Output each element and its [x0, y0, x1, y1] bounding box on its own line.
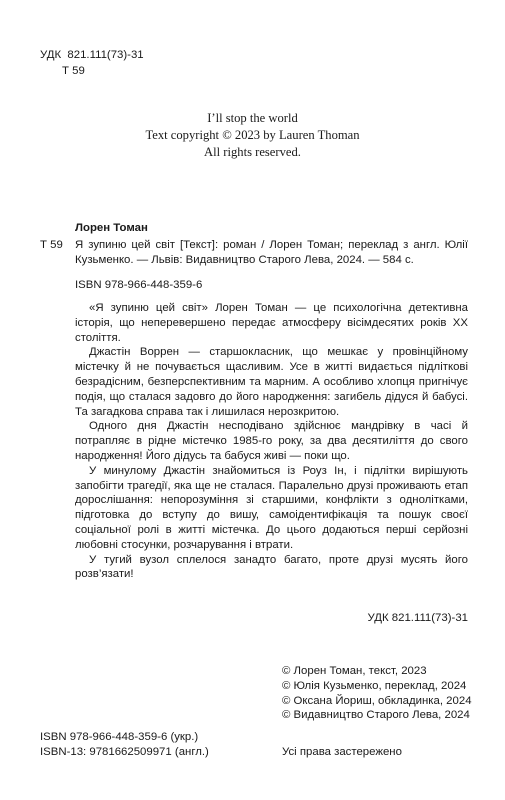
original-title: I’ll stop the world [207, 111, 298, 125]
copyright-line: © Видавництво Старого Лева, 2024 [282, 709, 470, 722]
annotation-paragraph: Одного дня Джастін несподівано здійснює мандрівку в часі й потрапляє в рідне містечко 1985-го року, за два десятиліття до свого народження! Його дідусь та бабуся живі — поки що. [75, 420, 468, 462]
annotation [75, 301, 468, 582]
isbn-line: ISBN-13: 9781662509971 (англ.) [40, 745, 209, 758]
udk-footer: УДК 821.111(73)-31 [367, 612, 468, 624]
udk-label: УДК [40, 49, 62, 61]
annotation-paragraph: У минулому Джастін знайомиться із Роуз Ін, і підлітки вирішують запобігти трагедії, яка ще не сталася. Паралельно друзі проживають етап дорослішання: непорозуміння зі старшими, конфлікти з однолітками, підготовка до вступу до вишу, самоідентифікація та пошук своєї соціальної ролі в житті містечка. До цього додаються перші серйозні любовні стосунки, розчарування і втрати. [75, 464, 468, 551]
udk-code: 821.111(73)-31 [67, 49, 144, 61]
isbn-line: ISBN 978-966-448-359-6 (укр.) [40, 731, 199, 743]
original-rights-reserved: All rights reserved. [204, 145, 301, 159]
copyright-line: © Оксана Йориш, обкладинка, 2024 [282, 694, 472, 707]
annotation-paragraph: У тугий вузол сплелося занадто багато, проте друзі мусять його розв’язати! [75, 553, 468, 581]
catalog-mark: Т 59 [40, 239, 63, 251]
catalog-isbn: ISBN 978-966-448-359-6 [75, 279, 203, 291]
isbn-list [40, 730, 209, 760]
copyright-line: © Лорен Томан, текст, 2023 [282, 665, 427, 677]
copyright-line: © Юлія Кузьменко, переклад, 2024 [282, 679, 467, 692]
author-mark-header: Т 59 [62, 65, 85, 77]
copyright-list [282, 664, 472, 723]
original-rights [0, 110, 505, 161]
annotation-paragraph: Джастін Воррен — старшокласник, що мешкає у провінційному містечку й не почувається щасливим. Усе в житті видається підліткові безрадісним, безперспективним та марним. А особливо хлопця пригнічує подія, що сталася задовго до його народження: загибель дідуся й бабусі. Та загадкова справа так і лишилася нерозкритою. [75, 346, 468, 418]
catalog-description: Я зупиню цей світ [Текст]: роман / Лорен Томан; переклад з англ. Юлії Кузьменко. — Львів: Видавництво Старого Лева, 2024. — 584 с. [75, 239, 468, 266]
annotation-paragraph: «Я зупиню цей світ» Лорен Томан — це психологічна детективна історія, що неперевершено передає атмосферу вісімдесятих років XX століття. [75, 302, 468, 344]
rights-reserved: Усі права застережено [282, 746, 402, 758]
original-copyright: Text copyright © 2023 by Lauren Thoman [145, 128, 360, 142]
catalog-author: Лорен Томан [75, 222, 148, 234]
udk-header [40, 48, 144, 63]
